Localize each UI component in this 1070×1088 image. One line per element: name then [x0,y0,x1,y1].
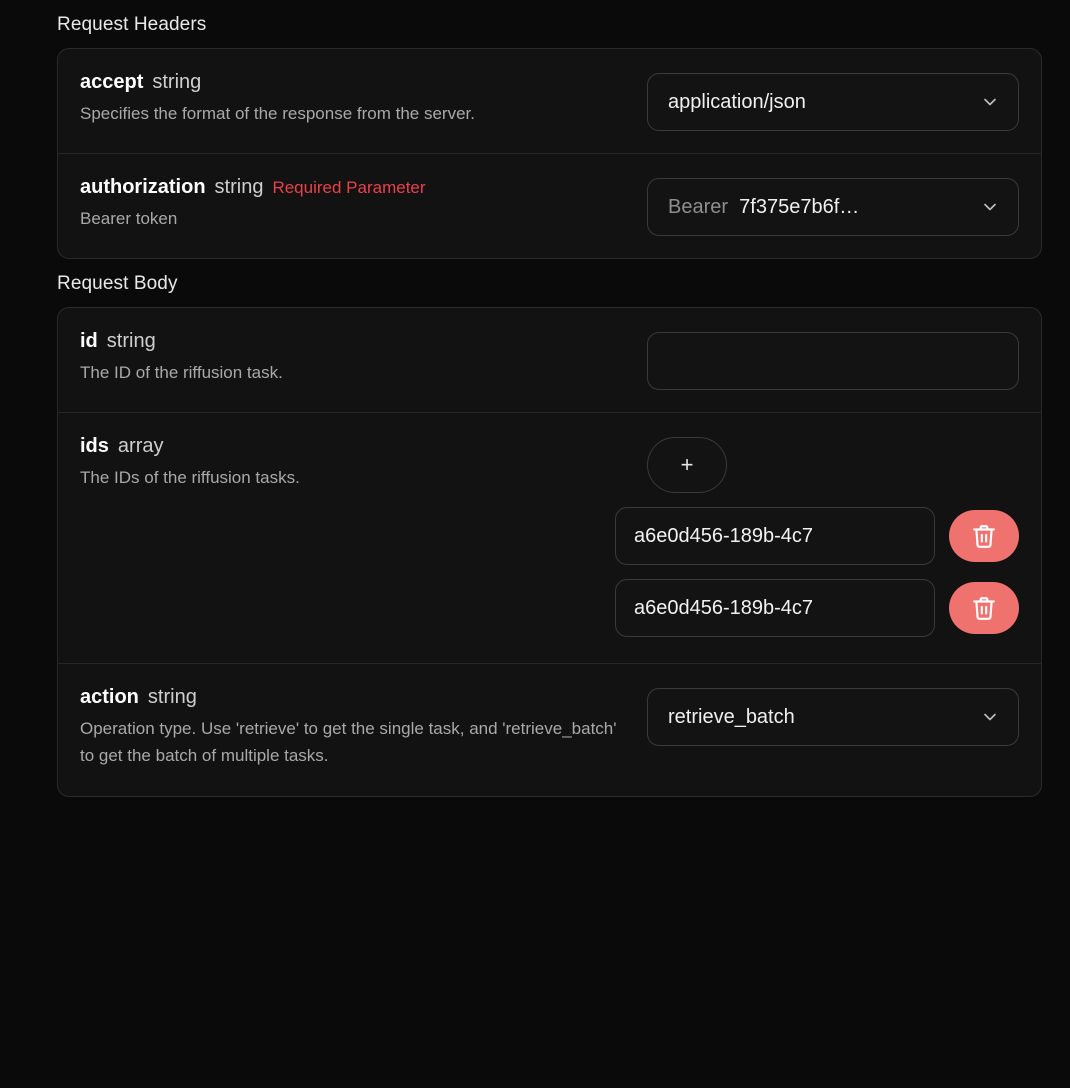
trash-icon [971,594,997,622]
param-header-id [80,330,625,353]
param-name-action: action [80,686,139,708]
param-info-action [80,686,637,770]
param-type-ids: array [117,435,164,457]
authorization-select[interactable] [647,178,1019,236]
param-row-id [58,308,1041,412]
trash-icon [971,522,997,550]
param-control-accept [647,71,1019,131]
action-select[interactable] [647,688,1019,746]
param-header-ids [80,435,625,458]
param-header-action [80,686,625,709]
ids-item-delete-button-0[interactable] [949,510,1019,562]
ids-item-input-1[interactable]: a6e0d456-189b-4c7 [615,579,935,637]
param-required-badge-authorization: Required Parameter [272,178,426,197]
param-row-ids [58,412,1041,663]
param-description-id: The ID of the riffusion task. [80,363,283,382]
request-body-panel [57,307,1042,797]
param-row-accept [58,49,1041,153]
request-body-title: Request Body [57,273,178,294]
param-control-ids [634,435,1019,637]
chevron-down-icon [980,707,1000,727]
param-row-action [58,663,1041,796]
param-info-authorization [80,176,637,233]
param-type-accept: string [152,71,202,93]
param-description-accept: Specifies the format of the response from the server. [80,104,475,123]
accept-select[interactable] [647,73,1019,131]
param-type-id: string [106,330,156,352]
param-row-authorization [58,153,1041,258]
param-info-accept [80,71,637,128]
chevron-down-icon [980,92,1000,112]
param-name-ids: ids [80,435,109,457]
action-select-value: retrieve_batch [668,705,795,728]
param-description-action: Operation type. Use 'retrieve' to get the single task, and 'retrieve_batch' to get the batch of multiple tasks. [80,719,617,765]
ids-item-list [615,507,1019,637]
param-control-authorization [647,176,1019,236]
authorization-token: 7f375e7b6f… [739,195,860,218]
param-control-action [647,686,1019,746]
chevron-down-icon [980,197,1000,217]
param-type-action: string [147,686,197,708]
request-headers-panel [57,48,1042,259]
id-input[interactable] [647,332,1019,390]
list-item [615,507,1019,565]
authorization-select-value [668,196,859,219]
param-header-accept [80,71,625,94]
param-info-ids [80,435,637,492]
accept-select-value: application/json [668,90,806,113]
param-info-id [80,330,637,387]
ids-item-delete-button-1[interactable] [949,582,1019,634]
param-description-authorization: Bearer token [80,209,178,228]
param-header-authorization [80,176,625,199]
param-name-accept: accept [80,71,144,93]
ids-item-input-0[interactable]: a6e0d456-189b-4c7 [615,507,935,565]
authorization-prefix: Bearer [668,195,729,218]
param-control-id [647,330,1019,390]
request-headers-title: Request Headers [57,14,207,35]
param-description-ids: The IDs of the riffusion tasks. [80,468,300,487]
param-type-authorization: string [214,176,264,198]
ids-add-button[interactable]: + [647,437,727,493]
param-name-id: id [80,330,98,352]
list-item [615,579,1019,637]
param-name-authorization: authorization [80,176,206,198]
